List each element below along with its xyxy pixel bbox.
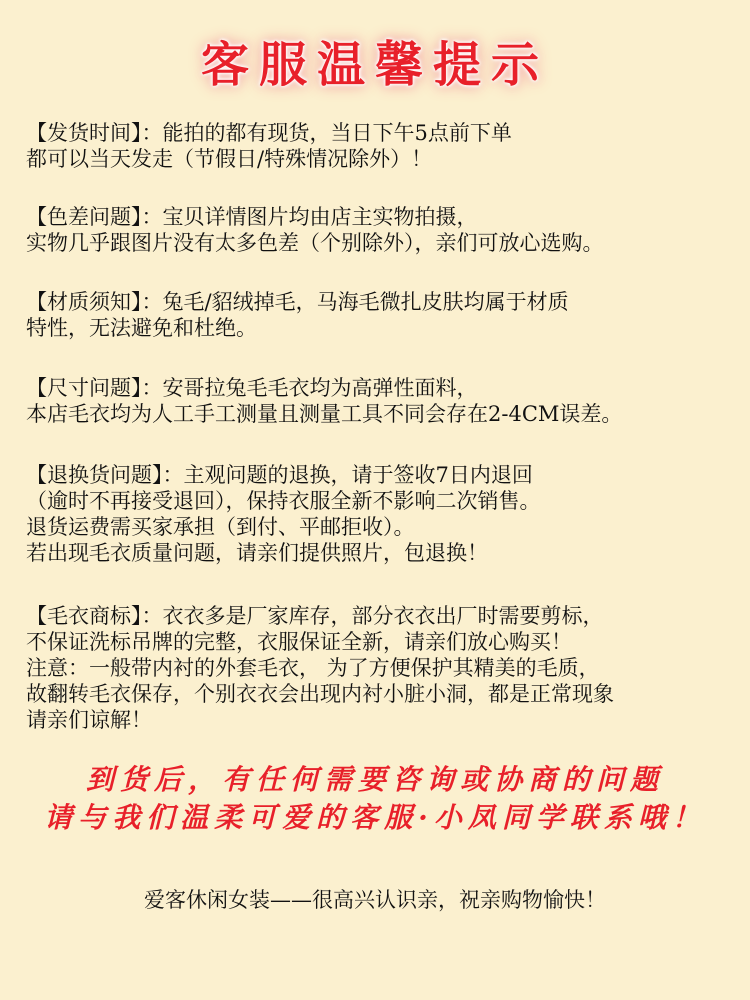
notice-line: 都可以当天发走（节假日/特殊情况除外）！ — [26, 147, 433, 171]
notice-line: 【毛衣商标】：衣衣多是厂家库存，部分衣衣出厂时需要剪标， — [26, 604, 604, 628]
notice-line: 【发货时间】：能拍的都有现货，当日下午5点前下单 — [26, 121, 512, 145]
notice-line: 【尺寸问题】：安哥拉兔毛毛衣均为高弹性面料， — [26, 376, 478, 400]
notice-line: 【色差问题】：宝贝详情图片均由店主实物拍摄， — [26, 205, 478, 229]
notice-line: 特性，无法避免和杜绝。 — [26, 316, 257, 340]
notice-labels — [26, 603, 746, 733]
notice-shipping-time — [26, 120, 746, 172]
footer-greeting: 爱客休闲女装——很高兴认识亲，祝亲购物愉快！ — [144, 888, 606, 912]
contact-line-2: 请与我们温柔可爱的客服·小凤同学联系哦！ — [44, 801, 706, 834]
notice-line: 【材质须知】：兔毛/貂绒掉毛，马海毛微扎皮肤均属于材质 — [26, 290, 569, 314]
notice-line: 实物几乎跟图片没有太多色差（个别除外），亲们可放心选购。 — [26, 231, 604, 255]
page-title: 客服温馨提示 — [200, 37, 549, 93]
notice-line: （逾时不再接受退回），保持衣服全新不影响二次销售。 — [26, 489, 541, 513]
notice-size — [26, 375, 746, 427]
notice-line: 本店毛衣均为人工手工测量且测量工具不同会存在2-4CM误差。 — [26, 402, 623, 426]
notice-returns — [26, 462, 746, 566]
notice-line: 故翻转毛衣保存，个别衣衣会出现内衬小脏小洞，都是正常现象 — [26, 682, 614, 706]
notice-color-difference — [26, 204, 746, 256]
notice-line: 若出现毛衣质量问题，请亲们提供照片，包退换！ — [26, 541, 488, 565]
notice-line: 退货运费需买家承担（到付、平邮拒收）。 — [26, 515, 415, 539]
notice-line: 请亲们谅解！ — [26, 708, 152, 732]
notice-line: 【退换货问题】：主观问题的退换，请于签收7日内退回 — [26, 463, 533, 487]
notice-material — [26, 289, 746, 341]
contact-line-1: 到货后，有任何需要咨询或协商的问题 — [85, 763, 664, 796]
notice-line: 注意：一般带内衬的外套毛衣， 为了方便保护其精美的毛质， — [26, 656, 600, 680]
notice-line: 不保证洗标吊牌的完整，衣服保证全新，请亲们放心购买！ — [26, 630, 572, 654]
